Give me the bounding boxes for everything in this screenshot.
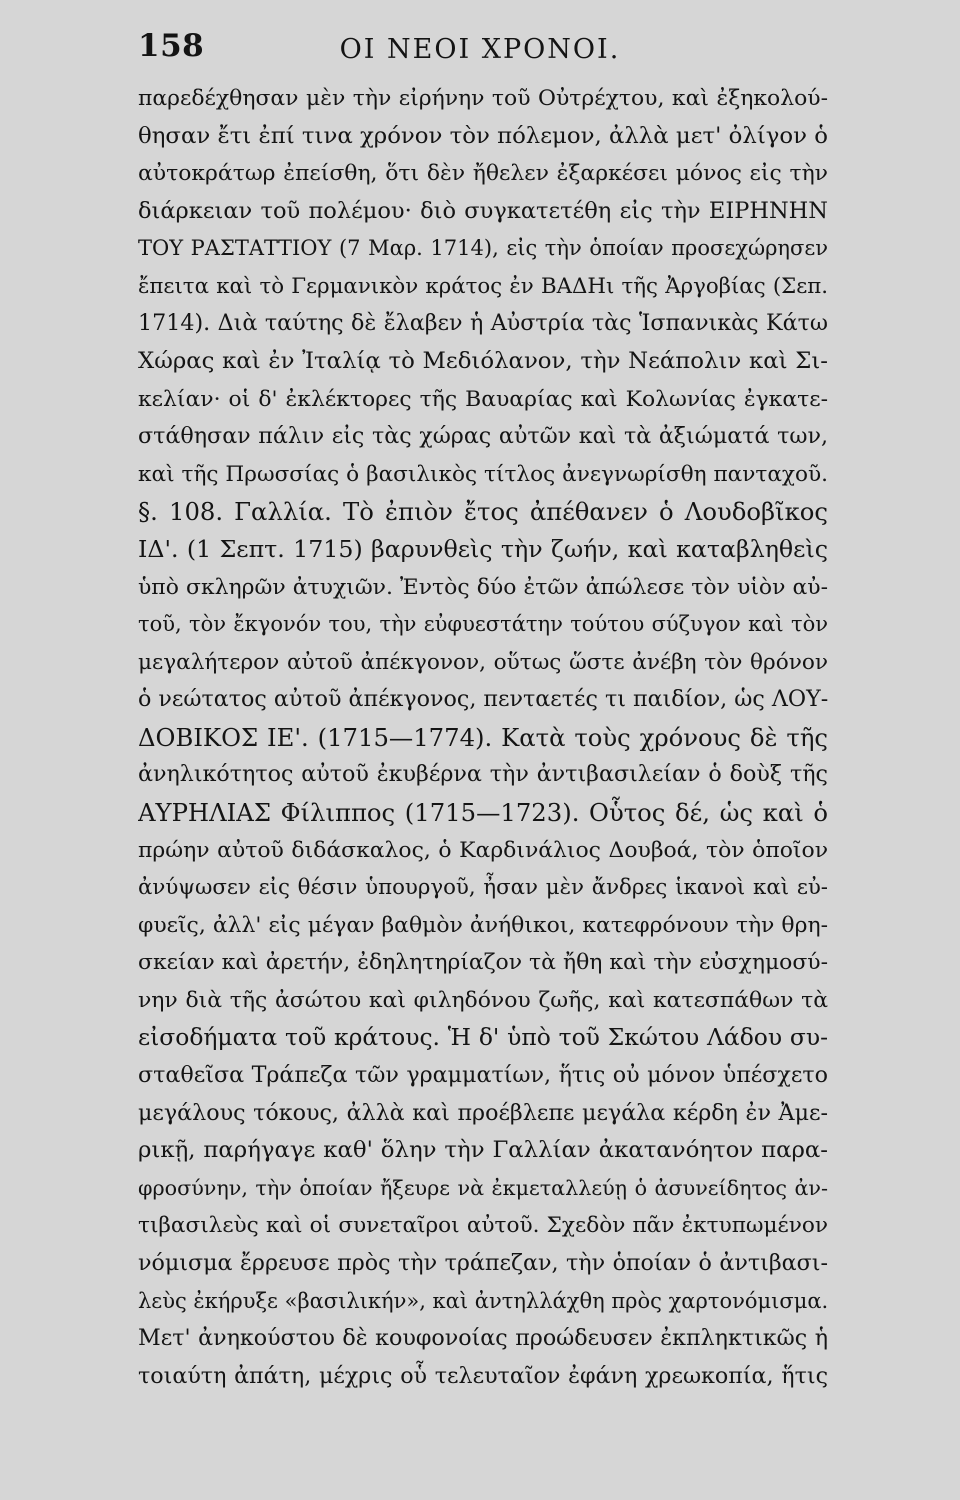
- text-line: τιβασιλεὺς καὶ οἱ συνεταῖροι αὐτοῦ. Σχεδὸν πᾶν ἐκτυπωμένον: [138, 1213, 828, 1239]
- page-header: [0, 28, 960, 76]
- text-line: καὶ τῆς Πρωσσίας ὁ βασιλικὸς τίτλος ἀνεγνωρίσθη πανταχοῦ.: [138, 461, 828, 487]
- text-line: νόμισμα ἔρρευσε πρὸς τὴν τράπεζαν, τὴν ὁποίαν ὁ ἀντιβασι-: [138, 1249, 828, 1276]
- text-line: παρεδέχθησαν μὲν τὴν εἰρήνην τοῦ Οὐτρέχτου, καὶ ἐξηκολού-: [138, 86, 828, 111]
- text-line: πρώην αὐτοῦ διδάσκαλος, ὁ Καρδινάλιος Δουβοά, τὸν ὁποῖον: [138, 837, 828, 863]
- text-line: τοιαύτη ἀπάτη, μέχρις οὗ τελευταῖον ἐφάνη χρεωκοπία, ἥτις: [138, 1362, 828, 1389]
- text-line: Μετ' ἀνηκούστου δὲ κουφονοίας προώδευσεν ἐκπληκτικῶς ἡ: [138, 1325, 828, 1352]
- text-line: νην διὰ τῆς ἀσώτου καὶ φιληδόνου ζωῆς, καὶ κατεσπάθων τὰ: [138, 987, 828, 1013]
- text-line: ΔΟΒΙΚΟΣ ΙΕ'. (1715—1774). Κατὰ τοὺς χρόνους δὲ τῆς: [138, 722, 828, 752]
- text-line: λεὺς ἐκήρυξε «βασιλικήν», καὶ ἀντηλλάχθη πρὸς χαρτονόμισμα.: [138, 1288, 828, 1313]
- text-line: διάρκειαν τοῦ πολέμου· διὸ συγκατετέθη εἰς τὴν ΕΙΡΗΝΗΝ: [138, 197, 828, 224]
- text-line: φυεῖς, ἀλλ' εἰς μέγαν βαθμὸν ἀνήθικοι, κατεφρόνουν τὴν θρη-: [138, 912, 828, 938]
- text-line: ἀνύψωσεν εἰς θέσιν ὑπουργοῦ, ἦσαν μὲν ἄνδρες ἱκανοὶ καὶ εὐ-: [138, 875, 828, 901]
- text-line: στάθησαν πάλιν εἰς τὰς χώρας αὐτῶν καὶ τὰ ἀξιώματά των,: [138, 423, 828, 450]
- running-title: ΟΙ ΝΕΟΙ ΧΡΟΝΟΙ.: [339, 34, 621, 65]
- text-line: 1714). Διὰ ταύτης δὲ ἔλαβεν ἡ Αὐστρία τὰς Ἱσπανικὰς Κάτω: [138, 310, 828, 337]
- text-line: Χώρας καὶ ἐν Ἰταλίᾳ τὸ Μεδιόλανον, τὴν Νεάπολιν καὶ Σι-: [138, 348, 828, 375]
- text-line: τοῦ, τὸν ἔκγονόν του, τὴν εὐφυεστάτην τούτου σύζυγον καὶ τὸν: [138, 612, 828, 637]
- text-line: θησαν ἔτι ἐπί τινα χρόνον τὸν πόλεμον, ἀλλὰ μετ' ὀλίγον ὁ: [138, 122, 828, 149]
- text-line: ἔπειτα καὶ τὸ Γερμανικὸν κράτος ἐν ΒΑΔΗι τῆς Ἀργοβίας (Σεπ.: [138, 273, 828, 299]
- text-line: εἰσοδήματα τοῦ κράτους. Ἡ δ' ὑπὸ τοῦ Σκώτου Λάδου συ-: [138, 1023, 828, 1052]
- text-line: αὐτοκράτωρ ἐπείσθη, ὅτι δὲν ἤθελεν ἐξαρκέσει μόνος εἰς τὴν: [138, 161, 828, 187]
- text-line: ΤΟΥ ΡΑΣΤΑΤΤΙΟΥ (7 Μαρ. 1714), εἰς τὴν ὁποίαν προσεχώρησεν: [138, 236, 828, 261]
- text-line: ὁ νεώτατος αὐτοῦ ἀπέκγονος, πενταετές τι παιδίον, ὡς ΛΟΥ-: [138, 686, 828, 713]
- text-line: ΑΥΡΗΛΙΑΣ Φίλιππος (1715—1723). Οὗτος δέ, ὡς καὶ ὁ: [138, 797, 828, 827]
- text-line: σταθεῖσα Τράπεζα τῶν γραμματίων, ἥτις οὐ μόνον ὑπέσχετο: [138, 1062, 828, 1089]
- text-line: μεγάλους τόκους, ἀλλὰ καὶ προέβλεπε μεγάλα κέρδη ἐν Ἀμε-: [138, 1099, 828, 1126]
- text-line: μεγαλήτερον αὐτοῦ ἀπέκγονον, οὕτως ὥστε ἀνέβη τὸν θρόνον: [138, 649, 828, 675]
- text-line: ἀνηλικότητος αὐτοῦ ἐκυβέρνα τὴν ἀντιβασιλείαν ὁ δοὺξ τῆς: [138, 761, 828, 788]
- page-number: 158: [138, 28, 205, 64]
- text-line: ΙΔ'. (1 Σεπτ. 1715) βαρυνθεὶς τὴν ζωήν, καὶ καταβληθεὶς: [138, 534, 828, 563]
- text-line: κελίαν· οἱ δ' ἐκλέκτορες τῆς Βαυαρίας καὶ Κολωνίας ἐγκατε-: [138, 386, 828, 412]
- text-line: ὑπὸ σκληρῶν ἀτυχιῶν. Ἐντὸς δύο ἐτῶν ἀπώλεσε τὸν υἱὸν αὐ-: [138, 574, 828, 600]
- text-line: ρικῇ, παρήγαγε καθ' ὅλην τὴν Γαλλίαν ἀκατανόητον παρα-: [138, 1137, 828, 1164]
- text-line: §. 108. Γαλλία. Τὸ ἐπιὸν ἔτος ἀπέθανεν ὁ Λουδοβῖκος: [138, 497, 828, 527]
- body-text: [138, 80, 828, 1395]
- text-line: σκείαν καὶ ἀρετήν, ἐδηλητηρίαζον τὰ ἤθη καὶ τὴν εὐσχημοσύ-: [138, 950, 828, 976]
- text-line: φροσύνην, τὴν ὁποίαν ἤξευρε νὰ ἐκμεταλλεύῃ ὁ ἀσυνείδητος ἀν-: [138, 1175, 828, 1200]
